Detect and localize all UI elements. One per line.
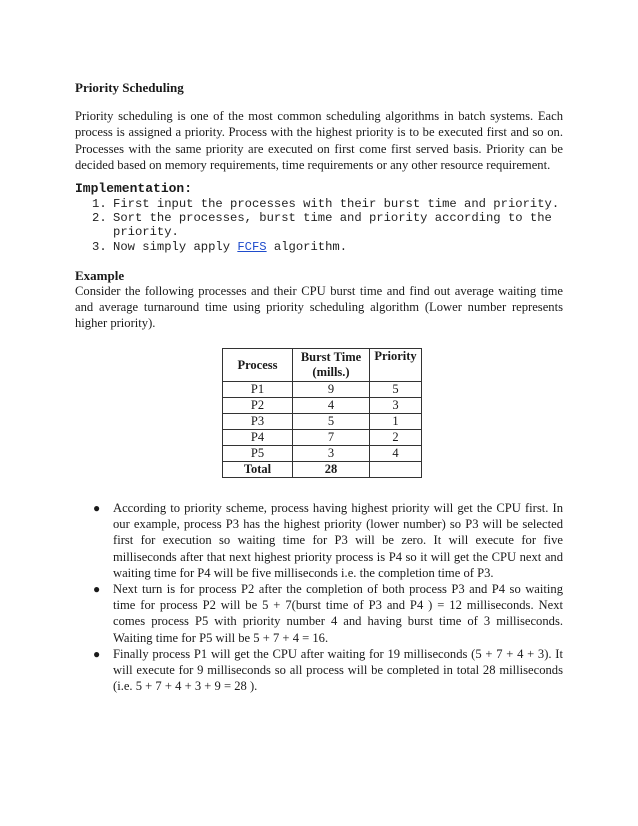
total-label: Total bbox=[223, 462, 293, 478]
bullet-icon: ● bbox=[93, 646, 101, 661]
implementation-steps bbox=[75, 197, 565, 254]
table-row bbox=[223, 398, 422, 414]
step-number: 3. bbox=[92, 239, 107, 254]
cell-burst: 5 bbox=[293, 414, 370, 430]
cell-priority: 2 bbox=[370, 430, 422, 446]
step-number: 2. bbox=[92, 211, 107, 226]
example-title: Example bbox=[75, 268, 125, 283]
bullet-icon: ● bbox=[93, 501, 101, 515]
total-priority bbox=[370, 462, 422, 478]
section-heading: Priority Scheduling bbox=[75, 80, 184, 95]
step-text-post: algorithm. bbox=[266, 239, 348, 254]
header-priority: Priority bbox=[370, 349, 422, 382]
cell-burst: 9 bbox=[293, 382, 370, 398]
table-header-row bbox=[223, 349, 422, 382]
step-number: 1. bbox=[92, 197, 107, 211]
step-text: First input the processes with their burst time and priority. bbox=[113, 197, 560, 211]
cell-priority: 4 bbox=[370, 446, 422, 462]
cell-process: P1 bbox=[223, 382, 293, 398]
table-total-row bbox=[223, 462, 422, 478]
cell-priority: 1 bbox=[370, 414, 422, 430]
intro-paragraph: Priority scheduling is one of the most common scheduling algorithms in batch systems. Each process is assigned a priority. Process with the highest priority is to be executed first and so on. Processes with the same priority are executed on first come first served basis. Priority can be decided based on memory requirements, time requirements or any other resource requirement. bbox=[75, 109, 563, 173]
bullet-item bbox=[93, 646, 563, 695]
bullet-text: Finally process P1 will get the CPU after waiting for 19 milliseconds (5 + 7 + 4 + 3). It will execute for 9 milliseconds so all process will be completed in total 28 milliseconds (i.e. 5 + 7 + 4 + 3 + 9 = 28 ). bbox=[113, 646, 563, 694]
cell-process: P2 bbox=[223, 398, 293, 414]
table-row bbox=[223, 414, 422, 430]
implementation-step bbox=[75, 211, 565, 239]
cell-burst: 4 bbox=[293, 398, 370, 414]
example-paragraph: Consider the following processes and their CPU burst time and find out average waiting time and average turnaround time using priority scheduling algorithm (Lower number represents higher priority). bbox=[75, 284, 563, 331]
process-table bbox=[222, 348, 422, 478]
cell-burst: 3 bbox=[293, 446, 370, 462]
bullet-item bbox=[93, 500, 563, 581]
bullet-icon: ● bbox=[93, 582, 101, 597]
bullet-text: Next turn is for process P2 after the completion of both process P3 and P4 so waiting time for process P2 will be 5 + 7(burst time of P3 and P4 ) = 12 milliseconds. Next comes process P5 with priority number 4 and having burst time of 3 milliseconds. Waiting time for P5 will be 5 + 7 + 4 = 16. bbox=[113, 582, 563, 645]
header-burst-time: Burst Time (mills.) bbox=[293, 349, 370, 382]
cell-burst: 7 bbox=[293, 430, 370, 446]
cell-process: P3 bbox=[223, 414, 293, 430]
cell-priority: 3 bbox=[370, 398, 422, 414]
explanation-bullets bbox=[93, 500, 563, 694]
bullet-item bbox=[93, 581, 563, 646]
implementation-title: Implementation: bbox=[75, 181, 193, 196]
fcfs-link[interactable]: FCFS bbox=[237, 239, 267, 254]
cell-process: P4 bbox=[223, 430, 293, 446]
table-row bbox=[223, 430, 422, 446]
step-text-pre: Now simply apply bbox=[113, 239, 238, 254]
table-row bbox=[223, 382, 422, 398]
implementation-step bbox=[75, 197, 565, 211]
bullet-text: According to priority scheme, process having highest priority will get the CPU first. In our example, process P3 has the highest priority (lower number) so P3 will be selected first for execution so waiting time for P3 will be zero. It will execute for five milliseconds after that next highest priority process is P4 so it will get the CPU next and waiting time for P4 will be five milliseconds i.e. the completion time of P3. bbox=[113, 501, 563, 580]
table-row bbox=[223, 446, 422, 462]
implementation-step bbox=[75, 240, 565, 254]
step-text: Sort the processes, burst time and priority according to the priority. bbox=[113, 211, 552, 240]
cell-priority: 5 bbox=[370, 382, 422, 398]
cell-process: P5 bbox=[223, 446, 293, 462]
header-process: Process bbox=[223, 349, 293, 382]
total-value: 28 bbox=[293, 462, 370, 478]
